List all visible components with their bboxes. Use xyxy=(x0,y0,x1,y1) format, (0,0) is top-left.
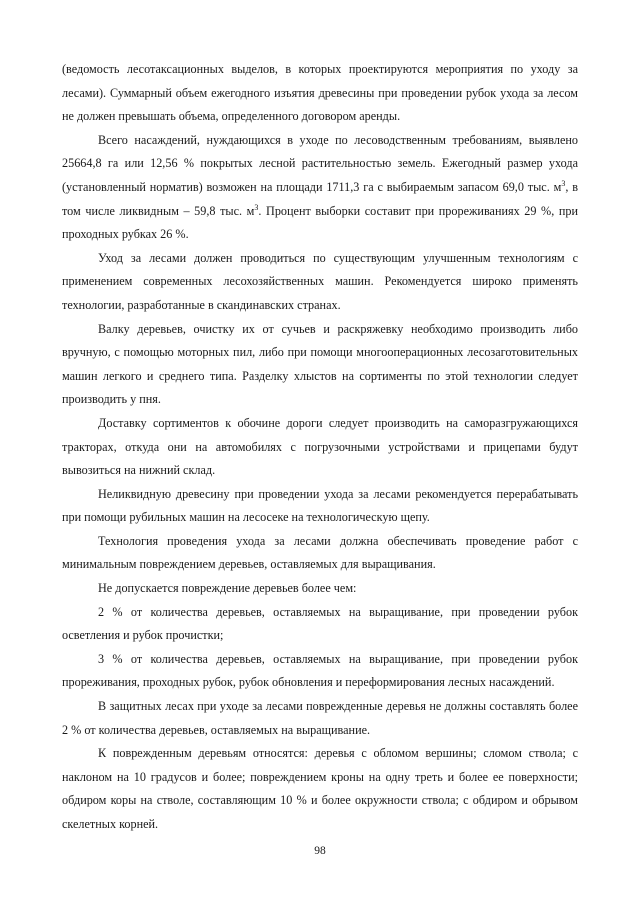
paragraph-text: , в том числе ликвидным – 59,8 тыс. м xyxy=(62,179,578,218)
paragraph-minimal-damage: Технология проведения ухода за лесами должна обеспечивать проведение работ с минимальным повреждением деревьев, оставляемых для выращивания. xyxy=(62,533,578,572)
paragraph-limit-3-percent: 3 % от количества деревьев, оставляемых на выращивание, при проведении рубок прореживания, проходных рубок, рубок обновления и переформирования лесных насаждений. xyxy=(62,651,578,690)
paragraph-stands-need-care xyxy=(62,129,578,247)
paragraph-protective-forests: В защитных лесах при уходе за лесами поврежденные деревья не должны составлять более 2 % от количества деревьев, оставляемых на выращивание. xyxy=(62,699,578,737)
paragraph-continuation: (ведомость лесотаксационных выделов, в которых проектируются мероприятия по уходу за лесами). Суммарный объем ежегодного изъятия древесины при проведении рубок ухода за лесом не должен превышать объема, определенного договором аренды. xyxy=(62,62,578,124)
paragraph-limit-2-percent: 2 % от количества деревьев, оставляемых на выращивание, при проведении рубок осветления и рубок прочистки; xyxy=(62,604,578,643)
paragraph-technologies: Уход за лесами должен проводиться по существующим улучшенным технологиям с применением современных лесохозяйственных машин. Рекомендуется широко применять технологии, разработанные в скандинавских странах. xyxy=(62,250,578,312)
paragraph-damaged-trees: К поврежденным деревьям относятся: деревья с обломом вершины; сломом ствола; с наклоном на 10 градусов и более; повреждением кроны на одну треть и более ее поверхности; обдиром коры на стволе, составляющим 10 % и более окружности ствола; с обдиром и обрывом скелетных корней. xyxy=(62,746,578,831)
paragraph-nonliquid-wood: Неликвидную древесину при проведении ухода за лесами рекомендуется перерабатывать при помощи рубильных машин на лесосеке на технологическую щепу. xyxy=(62,486,578,525)
superscript: 3 xyxy=(254,202,259,212)
paragraph-text: Всего насаждений, нуждающихся в уходе по лесоводственным требованиям, выявлено 25664,8 га или 12,56 % покрытых лесной растительностью земель. Ежегодный размер ухода (установленный норматив) возможен на площади 1711,3 га с выбираемым запасом 69,0 тыс. м xyxy=(62,132,578,194)
paragraph-delivery: Доставку сортиментов к обочине дороги следует производить на саморазгружающихся тракторах, откуда они на автомобилях с погрузочными устройствами и прицепами будут вывозиться на нижний склад. xyxy=(62,415,578,478)
page-number: 98 xyxy=(314,845,326,857)
paragraph-damage-limits-intro: Не допускается повреждение деревьев более чем: xyxy=(98,581,357,596)
page-body xyxy=(62,58,578,837)
superscript: 3 xyxy=(561,178,566,188)
paragraph-text: . Процент выборки составит при прореживаниях 29 %, при проходных рубках 26 %. xyxy=(62,203,578,242)
paragraph-felling: Валку деревьев, очистку их от сучьев и раскряжевку необходимо производить либо вручную, с помощью моторных пил, либо при помощи многооперационных лесозаготовительных машин легкого и среднего типа. Разделку хлыстов на сортименты по этой технологии следует производить у пня. xyxy=(62,321,578,407)
